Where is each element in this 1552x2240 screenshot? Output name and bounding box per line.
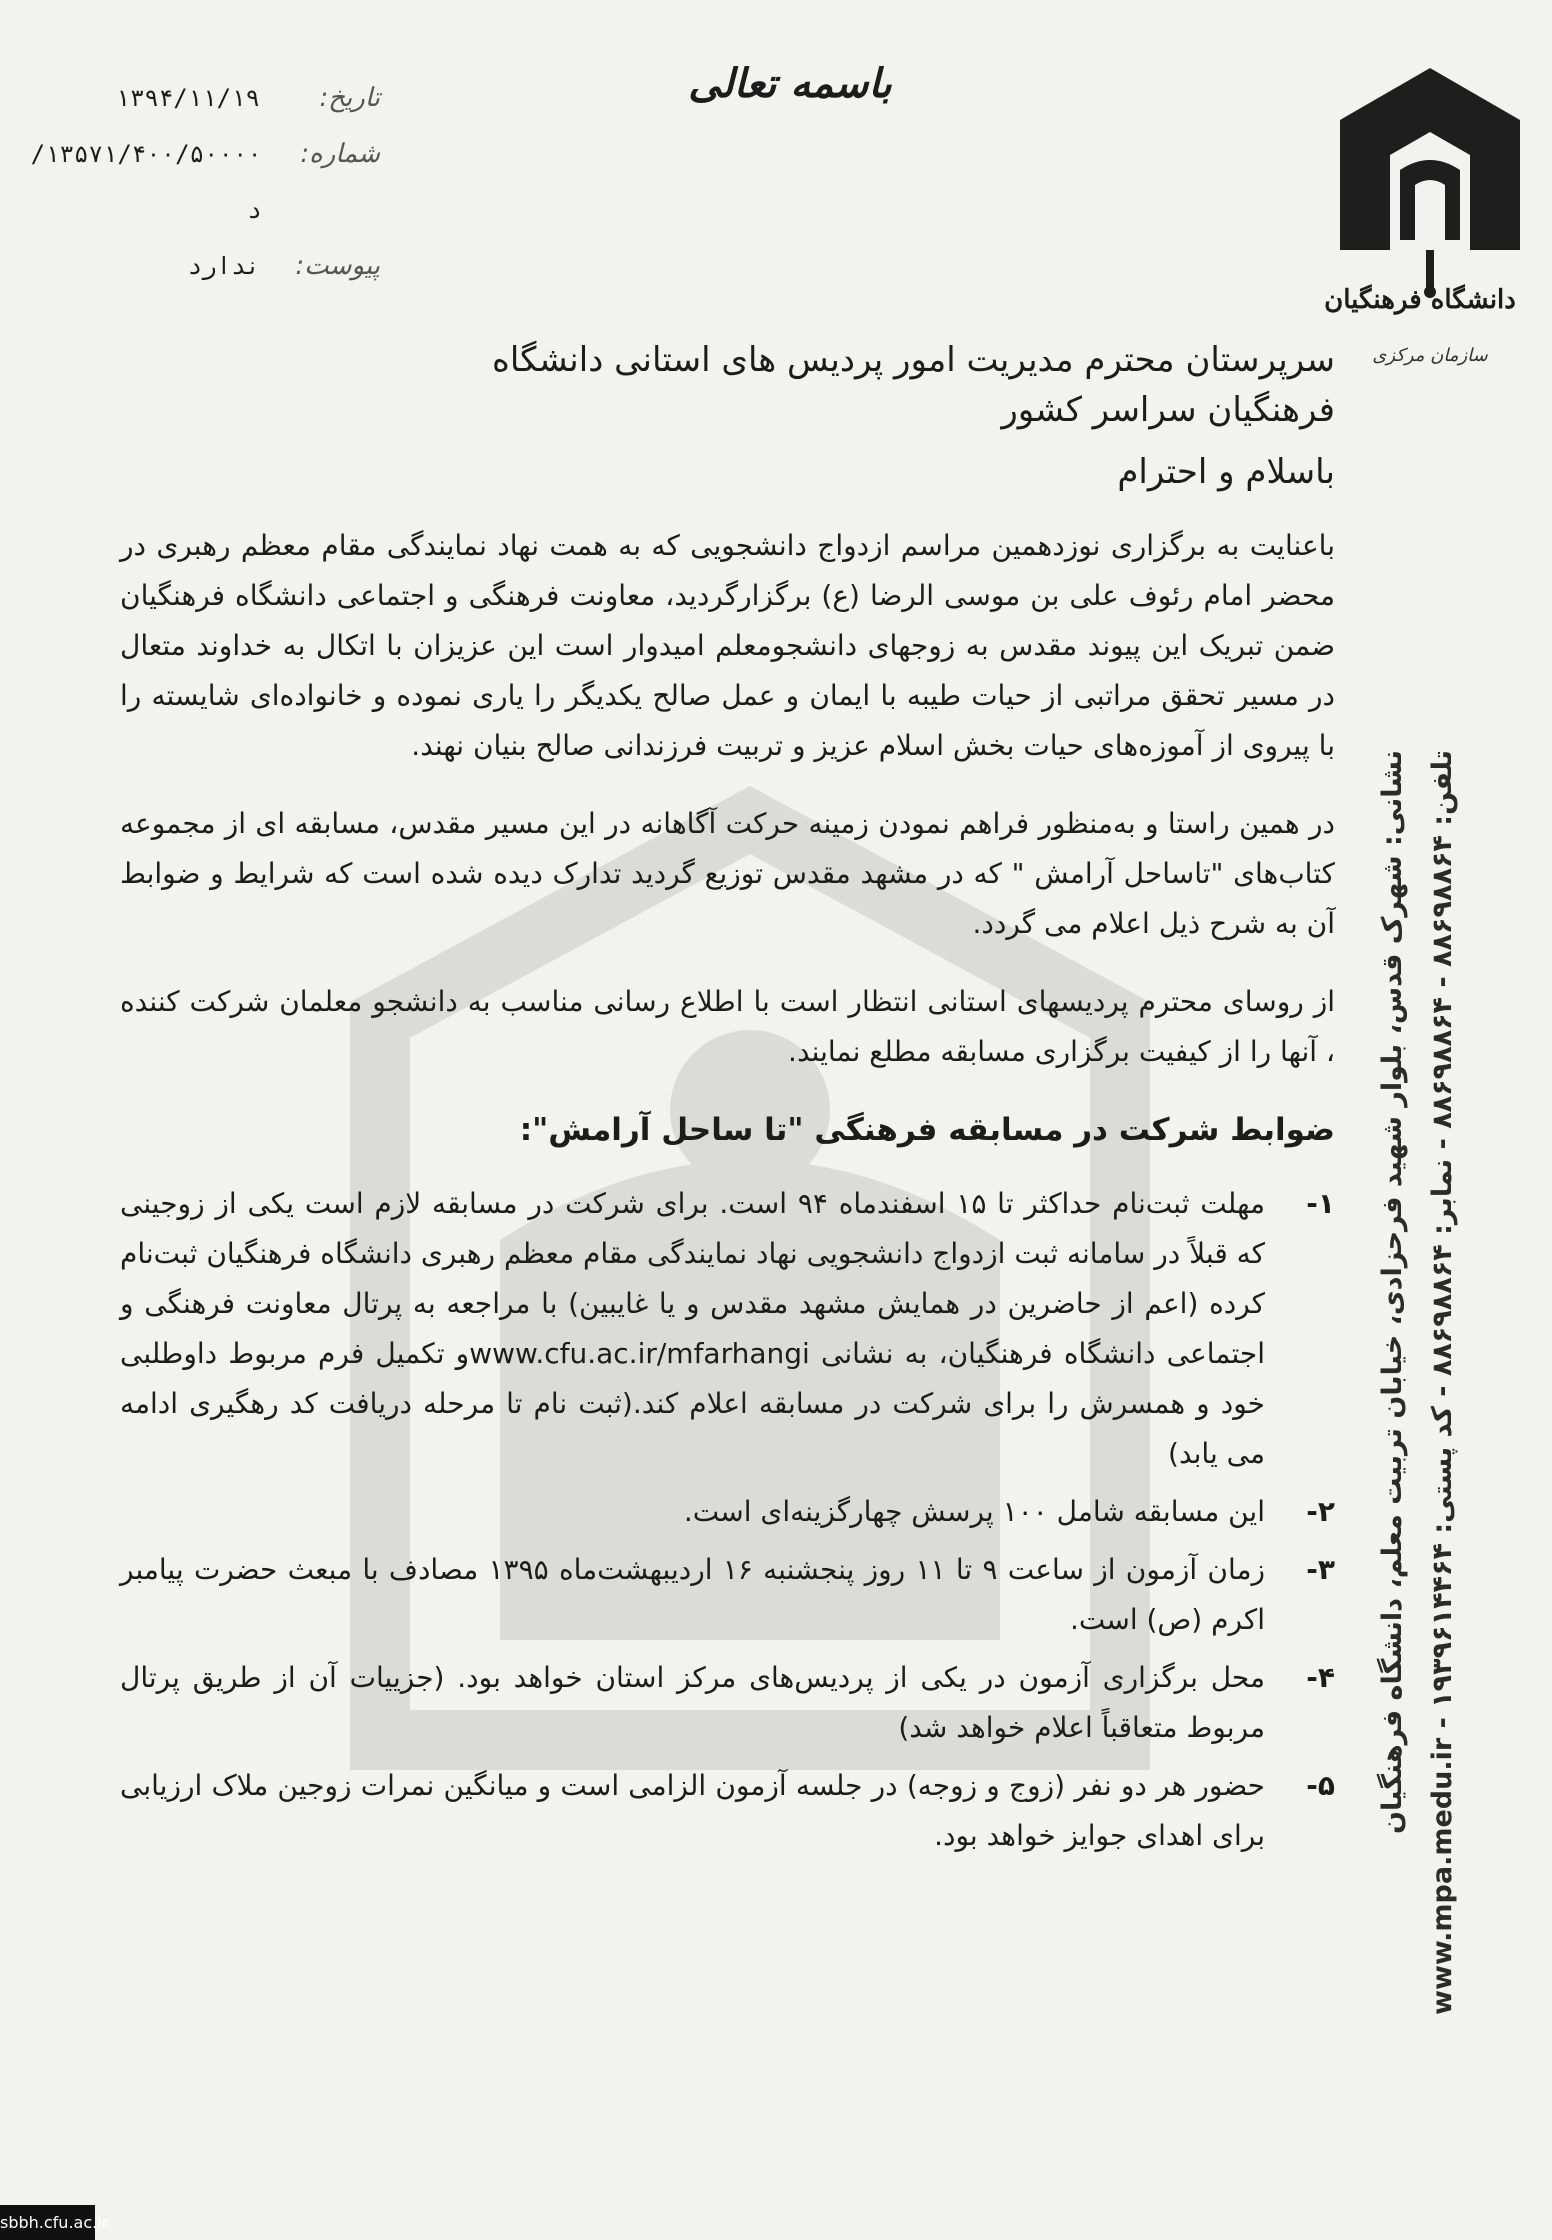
- paragraph-request: از روسای محترم پردیسهای استانی انتظار است با اطلاع رسانی مناسب به دانشجو معلمان شرکت کننده ، آنها را از کیفیت برگزاری مسابقه مطلع نمایند.: [120, 985, 1335, 1068]
- rule-item: [120, 1653, 1335, 1753]
- rule-number: ۱-: [1306, 1187, 1335, 1220]
- paragraph-contest: در همین راستا و به‌منظور فراهم نمودن زمینه حرکت آگاهانه در این مسیر مقدس، مسابقه ای از مجموعه کتاب‌های "تاساحل آرامش " که در مشهد مقدس توزیع گردید تدارک دیده شده است که شرایط و ضوابط آن به شرح ذیل اعلام می گردد.: [120, 807, 1335, 940]
- basmala-heading: باسمه تعالی: [688, 60, 892, 107]
- site-tag: sbbh.cfu.ac.ir: [0, 2205, 95, 2240]
- rule-item: [120, 1545, 1335, 1645]
- attachment-label: پیوست:: [295, 251, 380, 281]
- side-address-line: نشانی: شهرک قدس، بلوار شهید فرحزادی، خیابان تربیت معلم، دانشگاه فرهنگیان: [1377, 750, 1408, 1834]
- university-logo-icon: [1330, 60, 1530, 300]
- portal-url-link[interactable]: www.cfu.ac.ir/mfarhangi: [469, 1337, 810, 1370]
- rule-text: حضور هر دو نفر (زوج و زوجه) در جلسه آزمون الزامی است و میانگین نمرات زوجین ملاک ارزیابی برای اهدای جوایز خواهد بود.: [120, 1769, 1265, 1852]
- paragraph-intro: باعنایت به برگزاری نوزدهمین مراسم ازدواج دانشجویی که به همت نهاد نمایندگی مقام معظم رهبری در محضر امام رئوف علی بن موسی الرضا (ع) برگزارگردید، معاونت فرهنگی و اجتماعی دانشگاه فرهنگیان ضمن تبریک این پیوند مقدس به زوجهای دانشجومعلم امیدوار است این عزیزان با اتکال به خداوند متعال در مسیر تحقق مراتبی از حیات طیبه با ایمان و عمل صالح یکدیگر را یاری نموده و خانواده‌ای شایسته را با پیروی از آموزه‌های حیات بخش اسلام عزیز و تربیت فرزندانی صالح بنیان نهند.: [120, 529, 1335, 762]
- date-label: تاریخ:: [319, 83, 380, 113]
- rule-item: [120, 1761, 1335, 1861]
- logo-subtitle: سازمان مرکزی: [1372, 345, 1488, 366]
- number-label: شماره:: [300, 139, 380, 169]
- rule-item: [120, 1179, 1335, 1479]
- rule-number: ۵-: [1306, 1769, 1335, 1802]
- rule-number: ۳-: [1306, 1553, 1335, 1586]
- logo-wordmark: دانشگاه فرهنگیان: [1324, 285, 1516, 315]
- date-value: ۱۳۹۴/۱۱/۱۹: [115, 84, 260, 112]
- rule-text: [120, 1179, 1265, 1479]
- number-value: ۱۳۵۷۱/۴۰۰/۵۰۰۰۰/د: [30, 140, 262, 224]
- rule-text: زمان آزمون از ساعت ۹ تا ۱۱ روز پنجشنبه ۱۶ اردیبهشت‌ماه ۱۳۹۵ مصادف با مبعث حضرت پیامبر اکرم (ص) است.: [120, 1553, 1266, 1636]
- side-contact-strip: [1368, 750, 1518, 2110]
- rule-number: ۴-: [1306, 1661, 1335, 1694]
- addressee-line-2: فرهنگیان سراسر کشور: [1001, 390, 1335, 430]
- side-contact-line: تلفن: ۸۸۶۹۸۸۶۴ - ۸۸۶۹۸۸۶۴ - نمابر: ۸۸۶۹۸۸۶۴ - کد پستی: ۱۹۳۹۶۱۴۴۶۴ - www.mpa.medu.ir: [1427, 750, 1458, 2015]
- rule-number: ۲-: [1306, 1495, 1335, 1528]
- number-row: [20, 126, 380, 238]
- letter-body: [120, 335, 1335, 1869]
- attachment-row: [20, 238, 380, 294]
- attachment-value: ندارد: [187, 252, 260, 280]
- letter-meta: [20, 70, 380, 294]
- rule-text-after: و تکمیل فرم مربوط داوطلبی خود و همسرش را برای شرکت در مسابقه اعلام کند.(ثبت نام تا مرحله دریافت کد رهگیری ادامه می یابد): [120, 1337, 1265, 1470]
- rule-text: این مسابقه شامل ۱۰۰ پرسش چهارگزینه‌ای است.: [683, 1495, 1265, 1528]
- rule-text: محل برگزاری آزمون در یکی از پردیس‌های مرکز استان خواهد بود. (جزییات آن از طریق پرتال مربوط متعاقباً اعلام خواهد شد): [120, 1661, 1265, 1744]
- rule-text-before: مهلت ثبت‌نام حداکثر تا ۱۵ اسفندماه ۹۴ است. برای شرکت در مسابقه لازم است یکی از زوجینی که قبلاً در سامانه ثبت ازدواج دانشجویی نهاد نمایندگی مقام معظم رهبری دانشگاه فرهنگیان ثبت‌نام کرده (اعم از حاضرین در همایش مشهد مقدس و یا غایبین) با مراجعه به پرتال معاونت فرهنگی و اجتماعی دانشگاه فرهنگیان، به نشانی: [120, 1187, 1265, 1370]
- addressee-line-1: سرپرستان محترم مدیریت امور پردیس های استانی دانشگاه: [492, 340, 1335, 380]
- rules-heading: ضوابط شرکت در مسابقه فرهنگی "تا ساحل آرامش":: [519, 1112, 1335, 1148]
- date-row: [20, 70, 380, 126]
- greeting-line: باسلام و احترام: [1117, 452, 1335, 492]
- rule-item: [120, 1487, 1335, 1537]
